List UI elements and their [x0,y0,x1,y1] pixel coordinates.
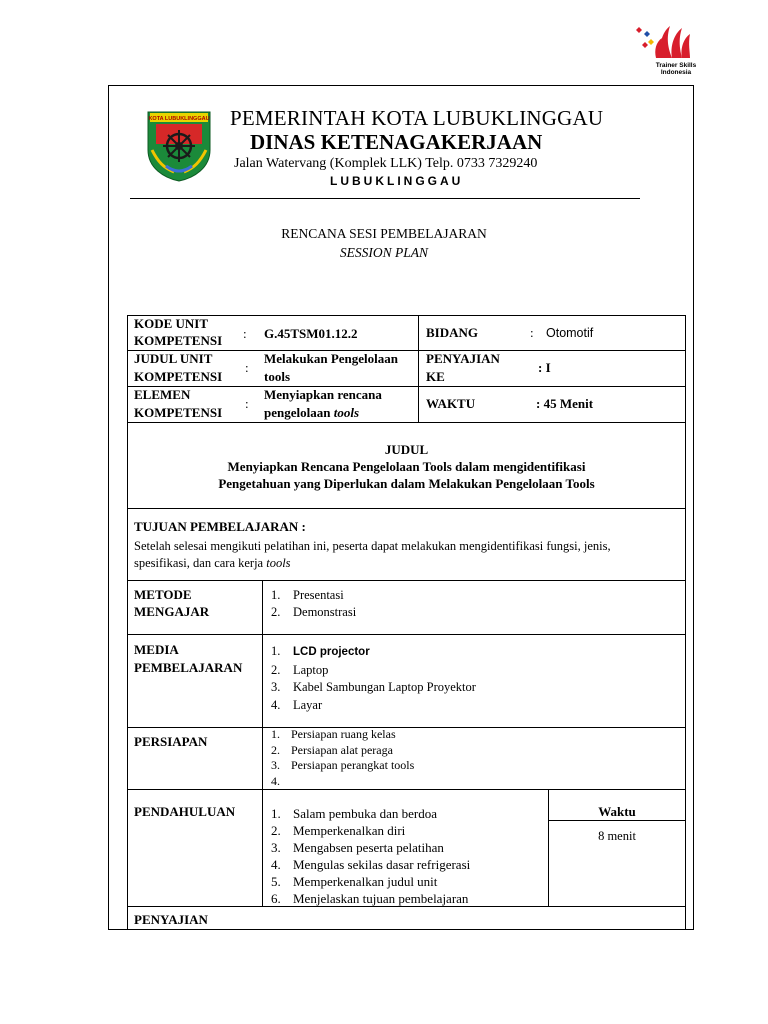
document-subtitle: SESSION PLAN [339,245,429,260]
header-government: PEMERINTAH KOTA LUBUKLINGGAU [230,106,604,130]
pendahuluan-list [271,805,470,907]
bidang-colon: : [530,325,534,340]
metode-label-1: METODE [134,587,192,602]
tujuan-line-2 [134,555,291,571]
list-item: 2. Laptop [271,662,329,677]
crest-banner-text: KOTA LUBUKLINGGAU [148,116,210,122]
list-item: 4. Mengulas sekilas dasar refrigerasi [271,857,471,872]
list-item: 2. Memperkenalkan diri [271,823,406,838]
list-item: 6. Menjelaskan tujuan pembelajaran [271,891,469,906]
judul-label-2: KOMPETENSI [134,369,223,384]
kode-value: G.45TSM01.12.2 [264,326,358,341]
brand-line-1: Trainer Skills [655,62,697,69]
penyajian-label: PENYAJIAN [134,912,208,927]
judul-value-2: tools [264,369,290,384]
tujuan-line-2b: tools [266,556,291,570]
list-item: 3. Kabel Sambungan Laptop Proyektor [271,680,476,694]
elemen-value-2b: tools [333,405,360,420]
persiapan-label: PERSIAPAN [134,734,208,749]
header-address: Jalan Watervang (Komplek LLK) Telp. 0733 7329240 [234,156,538,171]
tujuan-heading: TUJUAN PEMBELAJARAN : [134,519,306,534]
kode-label-1: KODE UNIT [134,316,209,331]
judul-line-1: Menyiapkan Rencana Pengelolaan Tools dalam mengidentifikasi [227,459,586,474]
bidang-label: BIDANG [426,325,479,340]
media-list [271,643,476,714]
list-item: 1. Salam pembuka dan berdoa [271,806,438,821]
list-item: 1. Presentasi [271,588,344,602]
elemen-value-2 [264,405,359,421]
penyajian-label-2: KE [426,369,445,384]
trainer-skills-logo [632,18,702,90]
persiapan-list [271,727,414,789]
list-item: 5. Memperkenalkan judul unit [271,874,438,889]
waktu-value: : 45 Menit [536,396,594,411]
pendahuluan-label: PENDAHULUAN [134,804,236,819]
elemen-value-2a: pengelolaan [264,405,334,420]
tujuan-line-2a: spesifikasi, dan cara kerja [134,556,267,570]
header-divider [130,198,640,199]
list-item: 4. [271,773,280,788]
pendahuluan-waktu-heading: Waktu [598,804,636,819]
list-item: 2. Persiapan alat peraga [271,742,393,757]
kode-colon: : [243,326,247,341]
penyajian-label-1: PENYAJIAN [426,351,500,366]
metode-list [271,587,356,621]
brand-caption [640,62,712,76]
header-city: LUBUKLINGGAU [330,174,464,188]
penyajian-value: : I [538,360,551,375]
document-title: RENCANA SESI PEMBELAJARAN [281,226,487,241]
list-item: 4. Layar [271,697,323,712]
list-item: 1. LCD projector [271,644,370,658]
judul-colon: : [245,360,249,375]
penyajian-row-borders [127,906,686,930]
elemen-colon: : [245,396,249,411]
tujuan-line-1: Setelah selesai mengikuti pelatihan ini, peserta dapat melakukan mengidentifikasi fungsi, jenis, [134,539,611,553]
kode-label-2: KOMPETENSI [134,333,223,348]
city-crest-emblem [144,110,214,182]
elemen-label-1: ELEMEN [134,387,191,402]
elemen-value-1: Menyiapkan rencana [264,387,382,402]
judul-heading: JUDUL [384,442,429,457]
brand-line-2: Indonesia [660,69,692,76]
judul-line-2: Pengetahuan yang Diperlukan dalam Melakukan Pengelolaan Tools [218,476,595,491]
waktu-label: WAKTU [426,396,476,411]
media-label-2: PEMBELAJARAN [134,660,243,675]
pendahuluan-waktu-value: 8 menit [598,829,636,843]
header-department: DINAS KETENAGAKERJAAN [250,130,543,154]
elemen-label-2: KOMPETENSI [134,405,223,420]
judul-label-1: JUDUL UNIT [134,351,213,366]
list-item: 1. Persiapan ruang kelas [271,727,396,741]
bidang-value: Otomotif [546,326,594,340]
judul-value-1: Melakukan Pengelolaan [264,351,398,366]
list-item: 3. Mengabsen peserta pelatihan [271,840,444,855]
media-label-1: MEDIA [134,642,179,657]
list-item: 3. Persiapan perangkat tools [271,758,415,772]
list-item: 2. Demonstrasi [271,605,357,619]
metode-label-2: MENGAJAR [134,604,210,619]
